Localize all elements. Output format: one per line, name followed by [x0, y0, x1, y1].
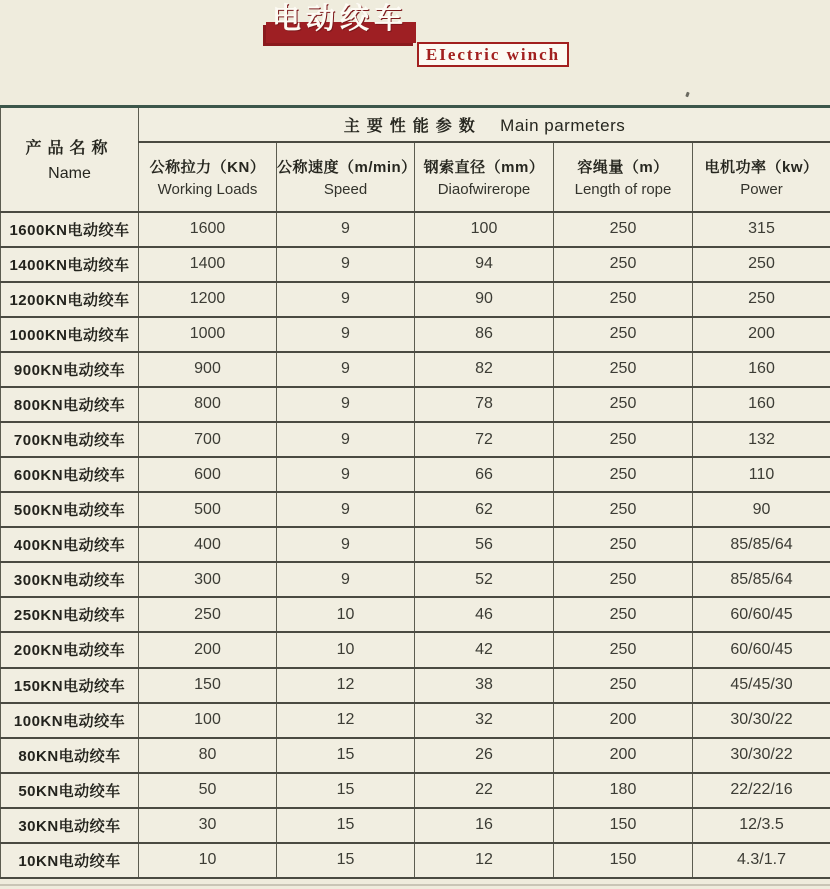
power-value: 22/22/16 — [693, 773, 830, 808]
col-header-name — [1, 107, 139, 212]
table-row — [1, 703, 830, 738]
col-header-working-loads-zh: 公称拉力（KN） — [149, 158, 266, 176]
product-name: 30KN电动绞车 — [1, 808, 139, 843]
table-row — [1, 632, 830, 667]
rope-length-value: 250 — [554, 352, 693, 387]
rope-length-value: 250 — [554, 668, 693, 703]
table-row — [1, 422, 830, 457]
speed-value: 9 — [277, 247, 415, 282]
page-title-en: EIectric winch — [425, 44, 561, 64]
wire-diameter-value: 62 — [415, 492, 554, 527]
rope-length-value: 250 — [554, 492, 693, 527]
rope-length-value: 250 — [554, 212, 693, 247]
speed-value: 10 — [277, 597, 415, 632]
rope-length-value: 250 — [554, 422, 693, 457]
rope-length-value: 150 — [554, 808, 693, 843]
product-name: 200KN电动绞车 — [1, 632, 139, 667]
power-value: 250 — [693, 282, 830, 317]
working-load-value: 250 — [139, 597, 277, 632]
table-row — [1, 843, 830, 878]
product-name: 300KN电动绞车 — [1, 562, 139, 597]
wire-diameter-value: 66 — [415, 457, 554, 492]
wire-diameter-value: 86 — [415, 317, 554, 352]
product-name: 1000KN电动绞车 — [1, 317, 139, 352]
col-header-name-en: Name — [48, 165, 91, 183]
spec-table — [0, 105, 830, 879]
wire-diameter-value: 94 — [415, 247, 554, 282]
table-row — [1, 317, 830, 352]
col-header-wire-diameter-en: Diaofwirerope — [437, 180, 531, 198]
rope-length-value: 180 — [554, 773, 693, 808]
col-header-power — [693, 142, 830, 212]
working-load-value: 900 — [139, 352, 277, 387]
rope-length-value: 250 — [554, 632, 693, 667]
speed-value: 15 — [277, 808, 415, 843]
spec-table-body — [1, 212, 830, 879]
wire-diameter-value: 72 — [415, 422, 554, 457]
col-header-wire-diameter — [415, 142, 554, 212]
speed-value: 9 — [277, 212, 415, 247]
table-row — [1, 668, 830, 703]
power-value: 90 — [693, 492, 830, 527]
product-name: 900KN电动绞车 — [1, 352, 139, 387]
speed-value: 9 — [277, 562, 415, 597]
product-name: 1600KN电动绞车 — [1, 212, 139, 247]
rope-length-value: 200 — [554, 703, 693, 738]
wire-diameter-value: 78 — [415, 387, 554, 422]
col-header-power-zh: 电机功率（kw） — [704, 158, 819, 176]
wire-diameter-value: 52 — [415, 562, 554, 597]
working-load-value: 800 — [139, 387, 277, 422]
working-load-value: 400 — [139, 527, 277, 562]
speed-value: 15 — [277, 773, 415, 808]
speed-value: 12 — [277, 703, 415, 738]
col-header-speed — [277, 142, 415, 212]
wire-diameter-value: 42 — [415, 632, 554, 667]
wire-diameter-value: 56 — [415, 527, 554, 562]
rope-length-value: 250 — [554, 387, 693, 422]
subtitle-box — [417, 42, 569, 67]
power-value: 60/60/45 — [693, 632, 830, 667]
power-value: 200 — [693, 317, 830, 352]
wire-diameter-value: 16 — [415, 808, 554, 843]
power-value: 45/45/30 — [693, 668, 830, 703]
rope-length-value: 250 — [554, 282, 693, 317]
power-value: 110 — [693, 457, 830, 492]
col-header-name-zh: 产品名称 — [25, 140, 114, 158]
col-header-rope-length-zh: 容绳量（m） — [577, 158, 669, 176]
power-value: 85/85/64 — [693, 527, 830, 562]
main-header-row — [1, 107, 830, 142]
wire-diameter-value: 26 — [415, 738, 554, 773]
power-value: 250 — [693, 247, 830, 282]
wire-diameter-value: 82 — [415, 352, 554, 387]
table-row — [1, 562, 830, 597]
rope-length-value: 250 — [554, 527, 693, 562]
wire-diameter-value: 90 — [415, 282, 554, 317]
product-name: 500KN电动绞车 — [1, 492, 139, 527]
speed-value: 10 — [277, 632, 415, 667]
product-name: 100KN电动绞车 — [1, 703, 139, 738]
main-parameters-header — [139, 107, 830, 142]
working-load-value: 1200 — [139, 282, 277, 317]
power-value: 132 — [693, 422, 830, 457]
col-header-rope-length-en: Length of rope — [574, 180, 672, 198]
working-load-value: 1600 — [139, 212, 277, 247]
rope-length-value: 250 — [554, 457, 693, 492]
speed-value: 9 — [277, 282, 415, 317]
table-row — [1, 457, 830, 492]
product-name: 250KN电动绞车 — [1, 597, 139, 632]
table-row — [1, 808, 830, 843]
product-name: 80KN电动绞车 — [1, 738, 139, 773]
product-name: 600KN电动绞车 — [1, 457, 139, 492]
working-load-value: 50 — [139, 773, 277, 808]
working-load-value: 500 — [139, 492, 277, 527]
speed-value: 9 — [277, 492, 415, 527]
bottom-rule — [0, 884, 830, 886]
product-name: 800KN电动绞车 — [1, 387, 139, 422]
col-header-speed-zh: 公称速度（m/min） — [277, 158, 417, 176]
speed-value: 9 — [277, 457, 415, 492]
wire-diameter-value: 32 — [415, 703, 554, 738]
power-value: 60/60/45 — [693, 597, 830, 632]
page-title-zh: 电动绞车 — [272, 3, 409, 35]
product-name: 400KN电动绞车 — [1, 527, 139, 562]
power-value: 30/30/22 — [693, 703, 830, 738]
power-value: 315 — [693, 212, 830, 247]
working-load-value: 700 — [139, 422, 277, 457]
working-load-value: 10 — [139, 843, 277, 878]
col-header-rope-length — [554, 142, 693, 212]
speed-value: 9 — [277, 422, 415, 457]
power-value: 85/85/64 — [693, 562, 830, 597]
speed-value: 9 — [277, 352, 415, 387]
table-row — [1, 738, 830, 773]
col-header-working-loads-en: Working Loads — [157, 180, 258, 198]
working-load-value: 1000 — [139, 317, 277, 352]
table-row — [1, 527, 830, 562]
product-name: 150KN电动绞车 — [1, 668, 139, 703]
power-value: 30/30/22 — [693, 738, 830, 773]
wire-diameter-value: 22 — [415, 773, 554, 808]
wire-diameter-value: 12 — [415, 843, 554, 878]
product-name: 1400KN电动绞车 — [1, 247, 139, 282]
table-row — [1, 387, 830, 422]
speed-value: 9 — [277, 387, 415, 422]
speed-value: 12 — [277, 668, 415, 703]
rope-length-value: 250 — [554, 317, 693, 352]
rope-length-value: 250 — [554, 597, 693, 632]
product-name: 700KN电动绞车 — [1, 422, 139, 457]
spec-table-header — [1, 107, 830, 212]
col-header-speed-en: Speed — [323, 180, 368, 198]
wire-diameter-value: 46 — [415, 597, 554, 632]
rope-length-value: 200 — [554, 738, 693, 773]
wire-diameter-value: 38 — [415, 668, 554, 703]
rope-length-value: 250 — [554, 247, 693, 282]
working-load-value: 150 — [139, 668, 277, 703]
col-header-working-loads — [139, 142, 277, 212]
working-load-value: 80 — [139, 738, 277, 773]
table-row — [1, 492, 830, 527]
speed-value: 15 — [277, 738, 415, 773]
main-header-zh: 主要性能参数 — [343, 117, 482, 135]
working-load-value: 600 — [139, 457, 277, 492]
product-name: 1200KN电动绞车 — [1, 282, 139, 317]
wire-diameter-value: 100 — [415, 212, 554, 247]
rope-length-value: 150 — [554, 843, 693, 878]
col-header-power-en: Power — [740, 180, 783, 198]
working-load-value: 100 — [139, 703, 277, 738]
rope-length-value: 250 — [554, 562, 693, 597]
power-value: 160 — [693, 352, 830, 387]
main-header-en: Main parmeters — [500, 115, 626, 135]
product-name: 10KN电动绞车 — [1, 843, 139, 878]
speed-value: 15 — [277, 843, 415, 878]
product-name: 50KN电动绞车 — [1, 773, 139, 808]
power-value: 4.3/1.7 — [693, 843, 830, 878]
power-value: 12/3.5 — [693, 808, 830, 843]
working-load-value: 300 — [139, 562, 277, 597]
table-row — [1, 352, 830, 387]
table-row — [1, 597, 830, 632]
scan-speck — [685, 92, 690, 98]
col-header-wire-diameter-zh: 钢索直径（mm） — [423, 158, 545, 176]
table-row — [1, 247, 830, 282]
working-load-value: 200 — [139, 632, 277, 667]
working-load-value: 1400 — [139, 247, 277, 282]
table-row — [1, 773, 830, 808]
speed-value: 9 — [277, 317, 415, 352]
speed-value: 9 — [277, 527, 415, 562]
power-value: 160 — [693, 387, 830, 422]
table-row — [1, 212, 830, 247]
working-load-value: 30 — [139, 808, 277, 843]
table-row — [1, 282, 830, 317]
